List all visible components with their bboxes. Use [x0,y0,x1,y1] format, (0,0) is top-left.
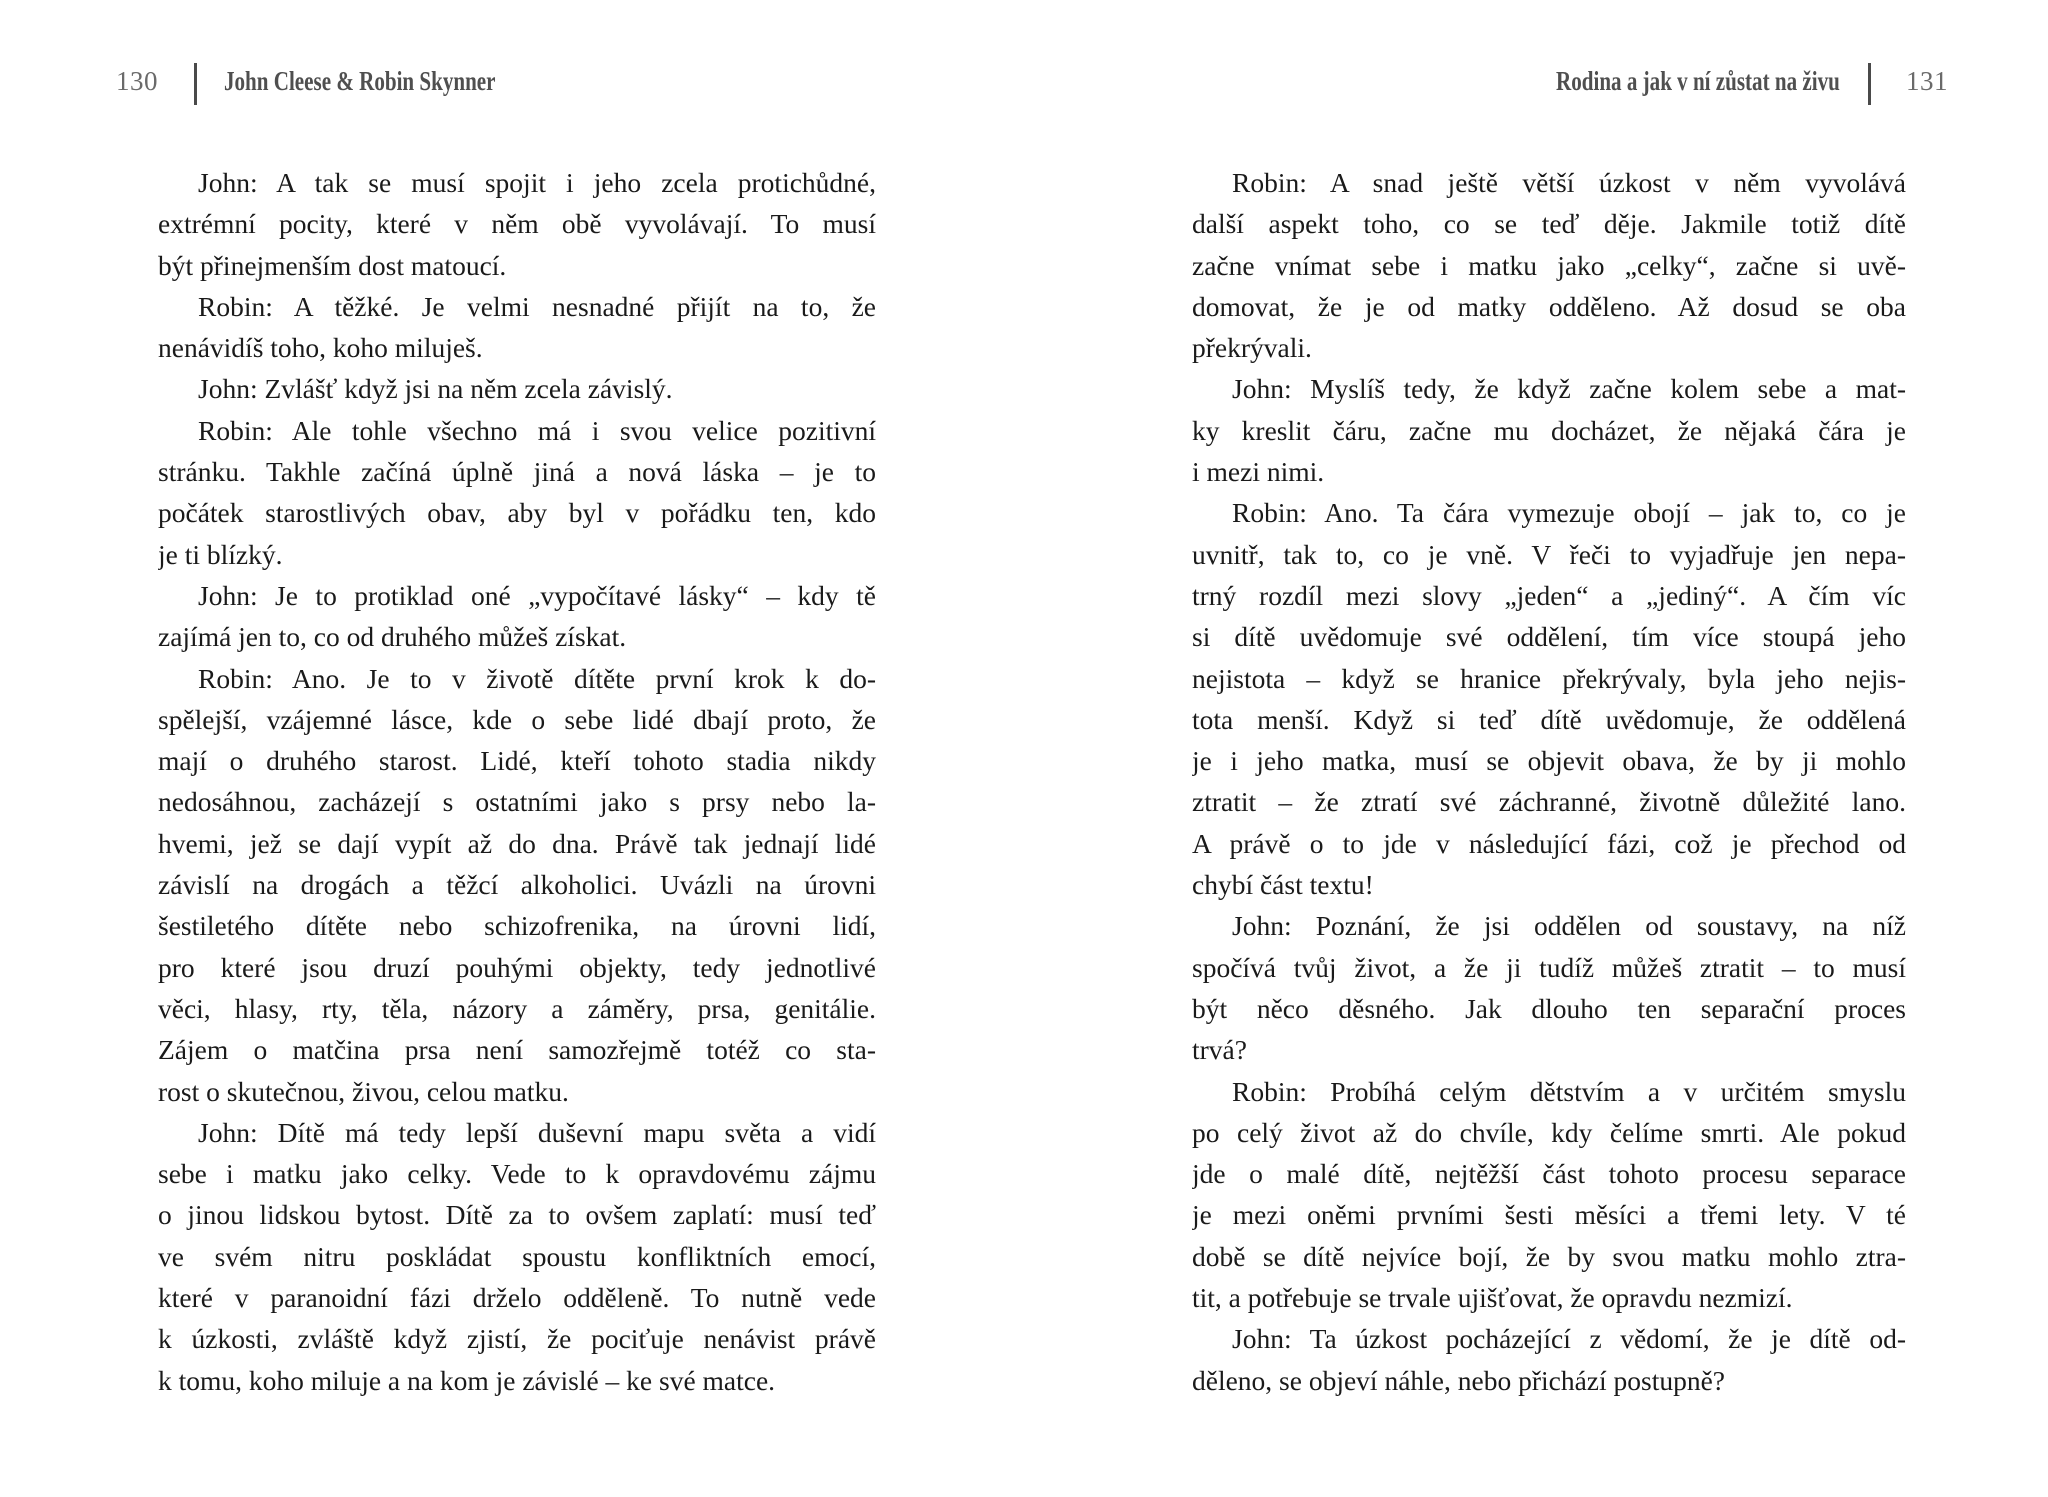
paragraph [158,410,876,575]
text-line: ztratit – že ztratí své záchranné, životně důležité lano. [1192,786,1906,818]
text-line: tota menší. Když si teď dítě uvědomuje, že oddělená [1192,703,1906,735]
paragraph [1192,368,1906,492]
text-line: John: A tak se musí spojit i jeho zcela protichůdné, [198,167,876,198]
text-line: John: Zvlášť když jsi na něm zcela závislý. [198,373,673,405]
text-line: si dítě uvědomuje své oddělení, tím více stoupá jeho [1192,621,1906,653]
paragraph [1192,1318,1906,1401]
text-line: začne vnímat sebe i matku jako „celky“, začne si uvě- [1192,249,1906,281]
text-line: pro které jsou druzí pouhými objekty, tedy jednotlivé [158,951,876,983]
text-line: k tomu, koho miluje a na kom je závislé – ke své matce. [158,1364,776,1396]
text-line: nenávidíš toho, koho miluješ. [158,332,483,364]
paragraph [158,658,876,1112]
text-line: John: Dítě má tedy lepší duševní mapu světa a vidí [198,1116,876,1148]
right-page-body [1192,162,1906,1401]
paragraph [1192,492,1906,905]
text-line: domovat, že je od matky odděleno. Až dosud se oba [1192,290,1906,322]
text-line: spělejší, vzájemné lásce, kde o sebe lidé dbají proto, že [158,703,876,735]
text-line: o jinou lidskou bytost. Dítě za to ovšem zaplatí: musí teď [158,1199,876,1231]
text-line: ky kreslit čáru, začne mu docházet, že nějaká čára je [1192,414,1906,446]
text-line: jde o malé dítě, nejtěžší část tohoto procesu separace [1192,1158,1906,1190]
text-line: věci, hlasy, rty, těla, názory a záměry, prsa, genitálie. [158,992,876,1024]
text-line: být něco děsného. Jak dlouho ten separační proces [1192,992,1906,1024]
text-line: k úzkosti, zvláště když zjistí, že pociťuje nenávist právě [158,1323,876,1355]
text-line: překrývali. [1192,332,1312,364]
text-line: hvemi, jež se dají vypít až do dna. Právě tak jednají lidé [158,827,876,859]
text-line: závislí na drogách a těžcí alkoholici. Uvázli na úrovni [158,869,876,901]
text-line: sebe i matku jako celky. Vede to k opravdovému zájmu [158,1158,876,1190]
page-number-right: 131 [1906,66,1948,96]
text-line: trný rozdíl mezi slovy „jeden“ a „jediný“. A čím víc [1192,579,1906,611]
paragraph [158,286,876,369]
text-line: A právě o to jde v následující fázi, což je přechod od [1192,827,1906,859]
text-line: nedosáhnou, zacházejí s ostatními jako s prsy nebo la- [158,786,876,818]
text-line: Robin: Ano. Ta čára vymezuje obojí – jak to, co je [1232,497,1906,529]
text-line: John: Poznání, že jsi oddělen od soustavy, na níž [1232,910,1906,942]
text-line: zajímá jen to, co od druhého můžeš získat. [158,621,627,653]
paragraph [158,162,876,286]
paragraph [158,1112,876,1401]
text-line: Robin: Ale tohle všechno má i svou velice pozitivní [198,414,876,446]
paragraph [1192,905,1906,1070]
text-line: Robin: Probíhá celým dětstvím a v určitém smyslu [1232,1075,1906,1107]
text-line: rost o skutečnou, živou, celou matku. [158,1075,569,1107]
text-line: Zájem o matčina prsa není samozřejmě totéž co sta- [158,1034,876,1066]
text-line: době se dítě nejvíce bojí, že by svou matku mohlo ztra- [1192,1240,1906,1272]
text-line: děleno, se objeví náhle, nebo přichází postupně? [1192,1364,1726,1396]
text-line: ve svém nitru poskládat spoustu konfliktních emocí, [158,1240,876,1272]
text-line: chybí část textu! [1192,869,1374,901]
text-line: které v paranoidní fázi drželo odděleně. To nutně vede [158,1282,876,1314]
text-line: trvá? [1192,1034,1247,1066]
left-page-body [158,162,876,1401]
text-line: mají o druhého starost. Lidé, kteří tohoto stadia nikdy [158,745,876,777]
paragraph [158,368,876,409]
header-divider-left [194,63,197,105]
paragraph [158,575,876,658]
text-line: je ti blízký. [158,538,283,570]
text-line: stránku. Takhle začíná úplně jiná a nová láska – je to [158,456,876,488]
text-line: po celý život až do chvíle, kdy čelíme smrti. Ale pokud [1192,1116,1906,1148]
text-line: šestiletého dítěte nebo schizofrenika, na úrovni lidí, [158,910,876,942]
text-line: Robin: Ano. Je to v životě dítěte první krok k do- [198,662,876,694]
text-line: další aspekt toho, co se teď děje. Jakmile totiž dítě [1192,208,1906,240]
running-head-chapter: Rodina a jak v ní zůstat na živu [1556,66,1840,96]
running-head-author: John Cleese & Robin Skynner [224,66,496,96]
text-line: John: Je to protiklad oné „vypočítavé lásky“ – kdy tě [198,579,876,611]
paragraph [1192,162,1906,368]
header-divider-right [1868,63,1871,105]
text-line: spočívá tvůj život, a že ji tudíž můžeš ztratit – to musí [1192,951,1906,983]
paragraph [1192,1071,1906,1319]
text-line: být přinejmenším dost matoucí. [158,249,507,281]
text-line: uvnitř, tak to, co je vně. V řeči to vyjadřuje jen nepa- [1192,538,1906,570]
text-line: Robin: A těžké. Je velmi nesnadné přijít na to, že [198,290,876,322]
text-line: je mezi oněmi prvními šesti měsíci a třemi lety. V té [1192,1199,1906,1231]
text-line: extrémní pocity, které v něm obě vyvolávají. To musí [158,208,876,240]
text-line: počátek starostlivých obav, aby byl v pořádku ten, kdo [158,497,876,529]
page-number-left: 130 [116,66,158,96]
text-line: nejistota – když se hranice překrývaly, byla jeho nejis- [1192,662,1906,694]
text-line: John: Ta úzkost pocházející z vědomí, že je dítě od- [1232,1323,1906,1355]
text-line: John: Myslíš tedy, že když začne kolem sebe a mat- [1232,373,1906,405]
text-line: Robin: A snad ještě větší úzkost v něm vyvolává [1232,167,1906,198]
text-line: i mezi nimi. [1192,456,1325,488]
text-line: je i jeho matka, musí se objevit obava, že by ji mohlo [1192,745,1906,777]
text-line: tit, a potřebuje se trvale ujišťovat, že opravdu nezmizí. [1192,1282,1793,1314]
